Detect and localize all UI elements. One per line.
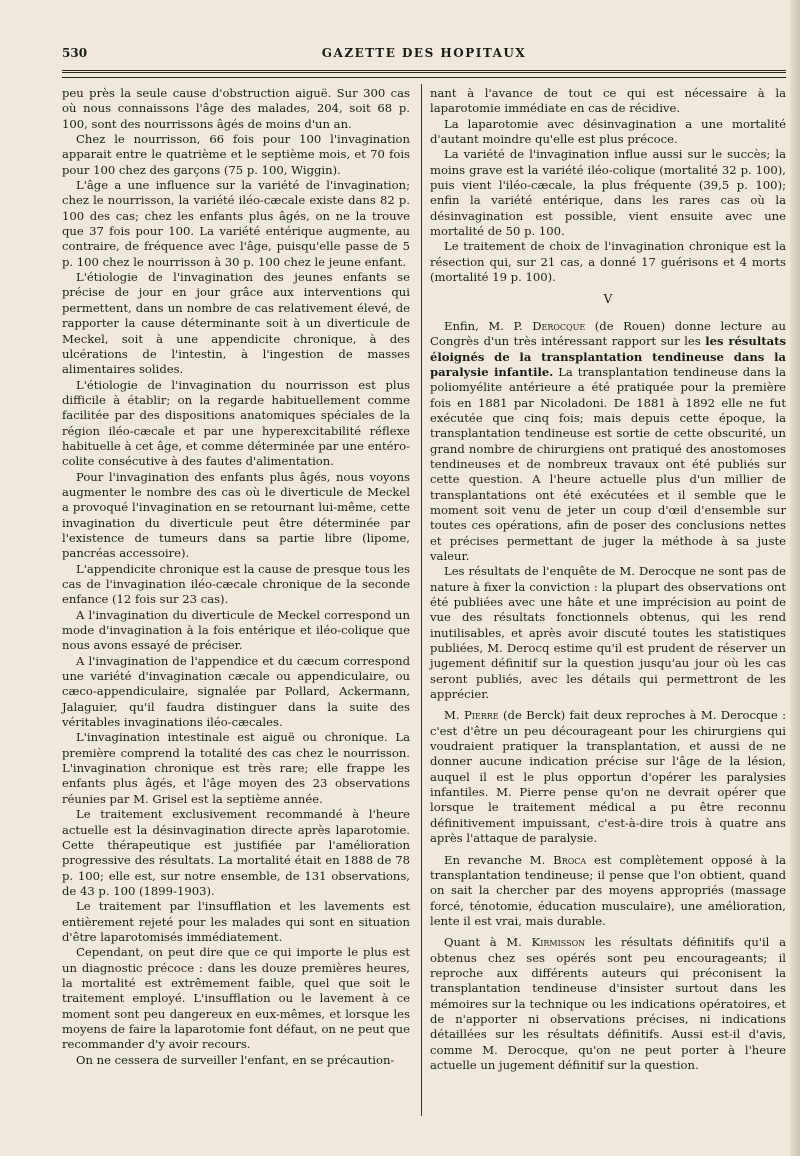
page-header [62,46,786,66]
paragraph: On ne cessera de surveiller l'enfant, en se précaution- [76,1052,395,1067]
author-name: Kirmisson [531,935,586,950]
paragraph: La laparotomie avec désinvagination a une mortalité d'autant moindre qu'elle est plus précoce. [430,116,786,147]
author-name: Broca [553,852,587,867]
paragraph: Cependant, on peut dire que ce qui importe le plus est un diagnostic précoce : dans les douze premières heures, la mortalité est extrêmement faible, quel que soit le traitement employé. L'insufflation ou le lavement à ce moment sont peu dangereux en eux-mêmes, et lorsque les moyens de faire la laparotomie font défaut, on ne peut que recommander d'y avoir recours. [62,945,410,1052]
paragraph: L'appendicite chronique est la cause de presque tous les cas de l'invagination iléo-cæcale chronique de la seconde enfance (12 fois sur 23 cas). [62,561,410,607]
text: Enfin, M. P. [444,318,533,333]
paragraph: Le traitement par l'insufflation et les lavements est entièrement rejeté pour les malades qui sont en situation d'être laparotomisés immédiatement. [62,899,410,944]
author-name: Pierre [463,708,499,723]
journal-title: GAZETTE DES HOPITAUX [321,46,527,60]
text: La transplantation tendineuse dans la poliomyélite antérieure a été pratiquée pour la première fois en 1881 par Nicoladoni. De 1881 à 1892 elle ne fut exécutée que cinq fois; mais depuis cette époque, la transplantation tendineuse est sortie de cette obscurité, un grand nombre de chirurgiens ont pratiqué des anostomoses tendineuses et de nombreux travaux ont été publiés sur cette question. A l'heure actuelle plus d'un millier de transplantations ont été exécutées et il semble que le moment soit venu de jeter un coup d'œil d'ensemble sur toutes ces opérations, afin de poser des conclusions nettes et précises permettant de juger la méthode à sa juste valeur. [430,364,786,563]
paragraph: nant à l'avance de tout ce qui est nécessaire à la laparotomie immédiate en cas de récidive. [430,86,786,116]
column-divider [421,84,422,1116]
paragraph-kirmisson [430,935,786,1073]
paragraph: Les résultats de l'enquête de M. Derocque ne sont pas de nature à fixer la conviction : la plupart des observations ont été publiées avec une hâte et une imprécision au point de vue des résultats fonctionnels obtenus, qui les rend inutilisables, et après avoir discuté toutes les statistiques publiées, M. Derocq estime qu'il est prudent de réserver un jugement définitif sur la question jusqu'au jour où les cas seront publiés, avec les détails qui permettront de les apprécier. [430,564,786,702]
paragraph: A l'invagination de l'appendice et du cæcum correspond une variété d'invagination cæcale ou appendiculaire, ou cæco-appendiculaire, signalée par Pollard, Ackermann, Jalaguier, qu'il faudra distinguer dans la suite des véritables invaginations iléo-cæcales. [62,653,410,730]
text: M. [444,708,464,723]
paragraph: Le traitement de choix de l'invagination chronique est la résection qui, sur 21 cas, a donné 17 guérisons et 4 morts (mortalité 19 p. 100). [430,239,786,285]
paragraph: L'invagination intestinale est aiguë ou chronique. La première comprend la totalité des cas chez le nourrisson. L'invagination chronique est très rare; elle frappe les enfants plus âgés, et l'âge moyen des 23 observations réunies par M. Grisel est la septième année. [62,730,410,806]
left-column [62,86,410,1068]
paragraph: L'étiologie de l'invagination du nourrisson est plus difficile à établir; on la regarde habituellement comme facilitée par des dispositions anatomiques spéciales de la région iléo-cæcale et par une hyperexcitabilité réflexe habituelle à cet âge, et comme déterminée par une entéro-colite consécutive à des fautes d'alimentation. [62,377,410,469]
paragraph-pierre [430,708,786,846]
header-rule [62,77,786,78]
paragraph-broca [430,853,786,930]
right-column [430,86,786,1073]
text: Quant à M. [444,935,532,950]
text: (de Berck) fait deux reproches à M. Derocque : c'est d'être un peu décourageant pour les chirurgiens qui voudraient pratiquer la transplantation, et aussi de ne donner aucune indication précise sur l'âge de la lésion, auquel il est le plus opportun d'opérer les paralysies infantiles. M. Pierre pense qu'on ne devrait opérer que lorsque le traitement médical a pu être reconnu définitivement impuissant, c'est-à-dire trois à quatre ans après l'attaque de paralysie. [430,708,786,846]
bold-topic: les résultats éloignés de la transplantation tendineuse dans la paralysie infantile. [430,334,786,379]
text: les résultats définitifs qu'il a obtenus chez ses opérés sont peu encourageants; il reproche aux différents auteurs qui préconisent la transplantation tendineuse d'insister surtout dans les mémoires sur la technique ou les indications opératoires, et de n'apporter ni observations précises, ni indications détaillées sur les résultats définitifs. Aussi est-il d'avis, comme M. Derocque, qu'on ne peut porter à l'heure actuelle un jugement définitif sur la question. [430,935,786,1072]
text: est complètement opposé à la transplantation tendineuse; il pense que l'on obtient, quand on sait la chercher par des moyens appropriés (massage forcé, ténotomie, éducation musculaire), une amélioration, lente il est vrai, mais durable. [430,852,786,928]
paragraph: L'âge a une influence sur la variété de l'invagination; chez le nourrisson, la variété iléo-cæcale existe dans 82 p. 100 des cas; chez les enfants plus âgés, on ne la trouve que 37 fois pour 100. La variété entérique augmente, au contraire, de fréquence avec l'âge, puisqu'elle passe de 5 p. 100 chez le nourrisson à 30 p. 100 chez le jeune enfant. [62,178,410,269]
page-edge-shadow [790,0,800,1156]
page-number: 530 [62,46,88,60]
paragraph: peu près la seule cause d'obstruction aiguë. Sur 300 cas où nous connaissons l'âge des malades, 204, soit 68 p. 100, sont des nourrissons âgés de moins d'un an. [62,86,410,131]
text: En revanche M. [444,852,554,867]
author-name: Derocque [532,318,586,333]
paragraph: Pour l'invagination des enfants plus âgés, nous voyons augmenter le nombre des cas où le diverticule de Meckel a provoqué l'invagination en se retournant lui-même, cette invagination du diverticule peut être déterminée par l'existence de tumeurs dans sa partie libre (lipome, pancréas accessoire). [62,469,410,561]
paragraph: A l'invagination du diverticule de Meckel correspond un mode d'invagination à la fois entérique et iléo-colique que nous avons essayé de préciser. [62,607,410,653]
paragraph: L'étiologie de l'invagination des jeunes enfants se précise de jour en jour grâce aux interventions qui permettent, dans un nombre de cas relativement élevé, de rapporter la cause déterminante soit à un diverticule de Meckel, soit à une appendicite chronique, à des ulcérations de l'intestin, à l'ingestion de masses alimentaires solides. [62,270,410,377]
section-number: V [603,292,613,307]
text: (de Rouen) donne lecture au Congrès d'un très intéressant rapport sur les [430,318,786,349]
paragraph: La variété de l'invagination influe aussi sur le succès; la moins grave est la variété iléo-colique (mortalité 32 p. 100), puis vient l'iléo-cæcale, la plus fréquente (39,5 p. 100); enfin la variété entérique, dans les rares cas où la désinvagination est possible, vient ensuite avec une mortalité de 50 p. 100. [430,147,786,239]
paragraph-derocque [430,319,786,565]
header-double-rule [62,70,786,76]
paragraph: Le traitement exclusivement recommandé à l'heure actuelle est la désinvagination directe après laparotomie. Cette thérapeutique est justifiée par l'amélioration progressive des résultats. La mortalité était en 1888 de 78 p. 100; elle est, sur notre ensemble, de 131 observations, de 43 p. 100 (1899-1903). [62,807,410,898]
paragraph: Chez le nourrisson, 66 fois pour 100 l'invagination apparait entre le quatrième et le septième mois, et 70 fois pour 100 chez des garçons (75 p. 100, Wiggin). [62,132,410,177]
